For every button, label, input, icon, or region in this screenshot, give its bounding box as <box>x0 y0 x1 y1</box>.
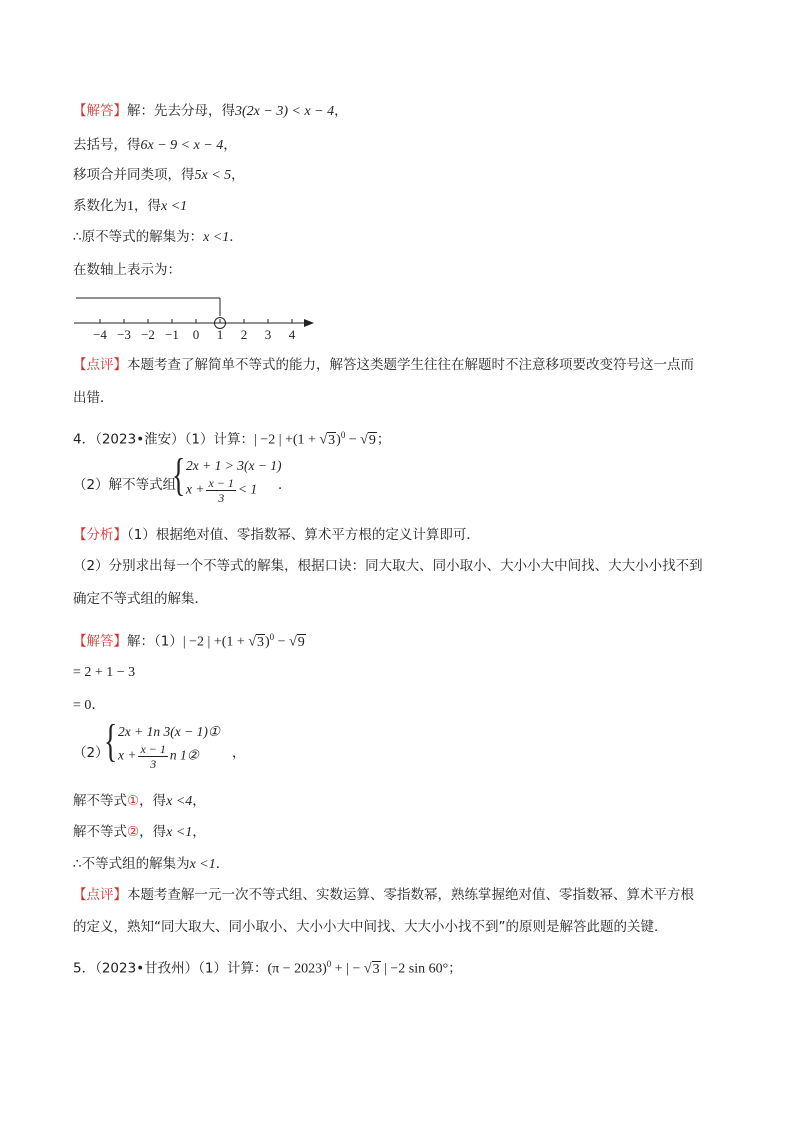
comment-text: 本题考查了解简单不等式的能力，解答这类题学生往往在解题时不注意移项要改变符号这一点而 <box>127 357 694 373</box>
fraction <box>206 476 235 505</box>
sqrt-radicand: 3 <box>328 432 336 448</box>
step-text: 系数化为 <box>73 198 127 214</box>
answer-line-6 <box>73 261 181 279</box>
math-part: < 1 <box>237 481 258 497</box>
punct: ， <box>192 824 206 840</box>
question-head: 5．（2023•甘孜州）（1）计算： <box>73 960 268 977</box>
fraction <box>138 742 167 771</box>
system-row-2 <box>186 476 257 505</box>
sqrt-radicand: 9 <box>297 634 305 650</box>
step-text: 解不等式 <box>73 824 127 840</box>
fraction-numerator: x − 1 <box>140 742 166 756</box>
comment2-line-1 <box>73 886 694 904</box>
axis-tick-label: 0 <box>192 327 200 342</box>
punct: ； <box>448 960 462 977</box>
punct: ； <box>376 431 391 448</box>
answer-line-5 <box>73 228 243 247</box>
step-text-2: ，得 <box>134 198 161 214</box>
math-part: | −2 | +(1 + <box>254 432 320 448</box>
answer2-result-3 <box>73 855 229 874</box>
inequality-system-1: { 2x + 1 > 3(x − 1) x + $\frac{x - 1}{3}$ < 1 <box>172 449 282 505</box>
sqrt-radicand: 3 <box>372 961 380 977</box>
axis-tick-label: 4 <box>288 327 296 342</box>
system-row-1: 2x + 1n 3(x − 1)① <box>118 724 220 739</box>
math-part: | −2 | +(1 + <box>182 634 249 650</box>
step-text: 在数轴上表示为： <box>73 262 181 278</box>
inequality-expression: 3(2x − 3) < x − 4 <box>235 104 335 119</box>
comment-text: 的定义，熟知“同大取大、同小取小、大小小大中间找、大大小小找不到”的原则是解答此题的关键． <box>73 919 668 935</box>
step-text: 解不等式 <box>73 793 127 809</box>
comment-tag: 【点评】 <box>73 887 127 903</box>
solution-expression: x <1 <box>203 230 230 245</box>
solution-expression: x <1 <box>166 825 193 840</box>
analysis-line-2 <box>73 557 703 575</box>
answer-line-4 <box>73 197 187 216</box>
sqrt-radicand: 3 <box>257 634 264 650</box>
comment-text: 本题考查解一元一次不等式组、实数运算、零指数幂，熟练掌握绝对值、零指数幂、算术平方根 <box>127 887 694 903</box>
therefore-symbol: ∴ <box>73 856 82 872</box>
analysis-text: （1）根据绝对值、零指数幂、算术平方根的定义计算即可． <box>127 527 480 543</box>
comment-text: 出错． <box>73 390 114 406</box>
comment-line-1 <box>73 356 694 374</box>
inequality-expression: 6x − 9 < x − 4 <box>140 138 224 153</box>
answer-lead: 解：（1） <box>127 633 183 650</box>
coefficient: 1 <box>127 199 134 214</box>
system-end-punct: ， <box>232 745 246 761</box>
system-row-1: 2x + 1 > 3(x − 1) <box>186 458 282 473</box>
inequality-expression: 5x < 5 <box>194 168 232 183</box>
punct: ． <box>229 229 243 245</box>
axis-tick-label: −1 <box>165 327 179 342</box>
analysis-line-1 <box>73 526 480 544</box>
answer-tag: 【解答】 <box>73 633 127 650</box>
math-part: (π − 2023) <box>267 961 327 977</box>
answer-line-3 <box>73 166 245 185</box>
solution-expression: x <1 <box>189 857 216 872</box>
answer-line-1 <box>73 102 348 121</box>
axis-tick-label: −2 <box>141 327 155 342</box>
punct: ， <box>334 103 348 119</box>
exponent: 0 <box>326 959 332 969</box>
math-part: | −2 sin 60° <box>380 961 449 977</box>
math-part: ) <box>265 634 270 650</box>
axis-tick-label: 1 <box>216 327 224 342</box>
punct: ． <box>215 856 230 872</box>
step-text: 不等式组的解集为 <box>81 856 190 872</box>
punct: ， <box>192 793 206 809</box>
question-head: 4．（2023•淮安）（1）计算： <box>73 431 254 448</box>
answer2-line-1: 【解答】解：（1）| −2 | $+(1 + √3)^0 - √9$ <box>73 632 305 650</box>
question-5-line-1: 5．（2023•甘孜州）（1）计算：$(\pi - 2023)^0$ + | − √3 | −2 sin 60°； <box>73 959 462 977</box>
inequality-number: ① <box>127 793 140 809</box>
fraction-denominator: 3 <box>150 757 157 771</box>
math-part: ) <box>336 432 341 448</box>
axis-tick-label: 2 <box>240 327 248 342</box>
analysis-line-3 <box>73 590 208 608</box>
inequality-expression: x <1 <box>161 199 188 214</box>
solution-expression: x <4 <box>166 794 193 809</box>
axis-arrow-icon <box>304 319 314 327</box>
axis-tick-label: −4 <box>93 327 107 342</box>
analysis-text: 确定不等式组的解集． <box>73 591 208 607</box>
answer2-result-1 <box>73 792 206 811</box>
math-part: − <box>274 634 290 650</box>
axis-tick-label: 3 <box>264 327 272 342</box>
answer2-result-2 <box>73 823 206 842</box>
part-label: （2）解不等式组 <box>73 477 177 493</box>
system-row-2 <box>118 742 199 771</box>
exponent: 0 <box>269 632 275 642</box>
question-4-part2-label <box>73 476 176 494</box>
math-part: + | − <box>331 961 364 977</box>
step-text: 原不等式的解集为： <box>81 229 204 245</box>
step-text: ，得 <box>139 793 167 809</box>
step-text: 移项合并同类项，得 <box>73 167 195 183</box>
punct: ， <box>231 167 245 183</box>
question-4-line-1: 4．（2023•淮安）（1）计算：| −2 | $+(1 + √3)^0 - √9$； <box>73 430 391 448</box>
math-part: x + <box>186 481 205 497</box>
analysis-tag: 【分析】 <box>73 527 127 543</box>
fraction-numerator: x − 1 <box>208 476 234 490</box>
step-text: 去括号，得 <box>73 137 141 153</box>
step-text: ，得 <box>139 824 167 840</box>
inequality-number: ② <box>127 824 140 840</box>
math-part: n 1② <box>169 747 199 763</box>
answer2-step-1: = 2 + 1 − 3 <box>73 665 136 680</box>
analysis-text: （2）分别求出每一个不等式的解集，根据口诀：同大取大、同小取小、大小小大中间找、大大小小找不到 <box>73 558 703 574</box>
math-part: − <box>345 432 361 448</box>
answer-tag: 【解答】 <box>73 103 127 119</box>
system-end-punct: ． <box>278 477 292 493</box>
axis-tick-label: −3 <box>117 327 131 342</box>
answer-lead: 解：先去分母，得 <box>127 103 235 119</box>
answer-line-2 <box>73 136 237 155</box>
answer2-step-2: = 0． <box>73 698 106 713</box>
sqrt-radicand: 9 <box>368 432 376 448</box>
punct: ， <box>223 137 237 153</box>
inequality-system-2: { 2x + 1n 3(x − 1)① x + $\frac{x - 1}{3}$ n 1② <box>104 715 220 771</box>
comment-tag: 【点评】 <box>73 357 127 373</box>
therefore-symbol: ∴ <box>73 229 82 245</box>
comment2-line-2 <box>73 918 668 936</box>
exponent: 0 <box>340 430 346 440</box>
number-line <box>70 290 320 342</box>
math-part: x + <box>118 747 137 763</box>
comment-line-2 <box>73 389 114 407</box>
fraction-denominator: 3 <box>218 491 225 505</box>
answer2-part2-label: （2） <box>73 745 109 761</box>
